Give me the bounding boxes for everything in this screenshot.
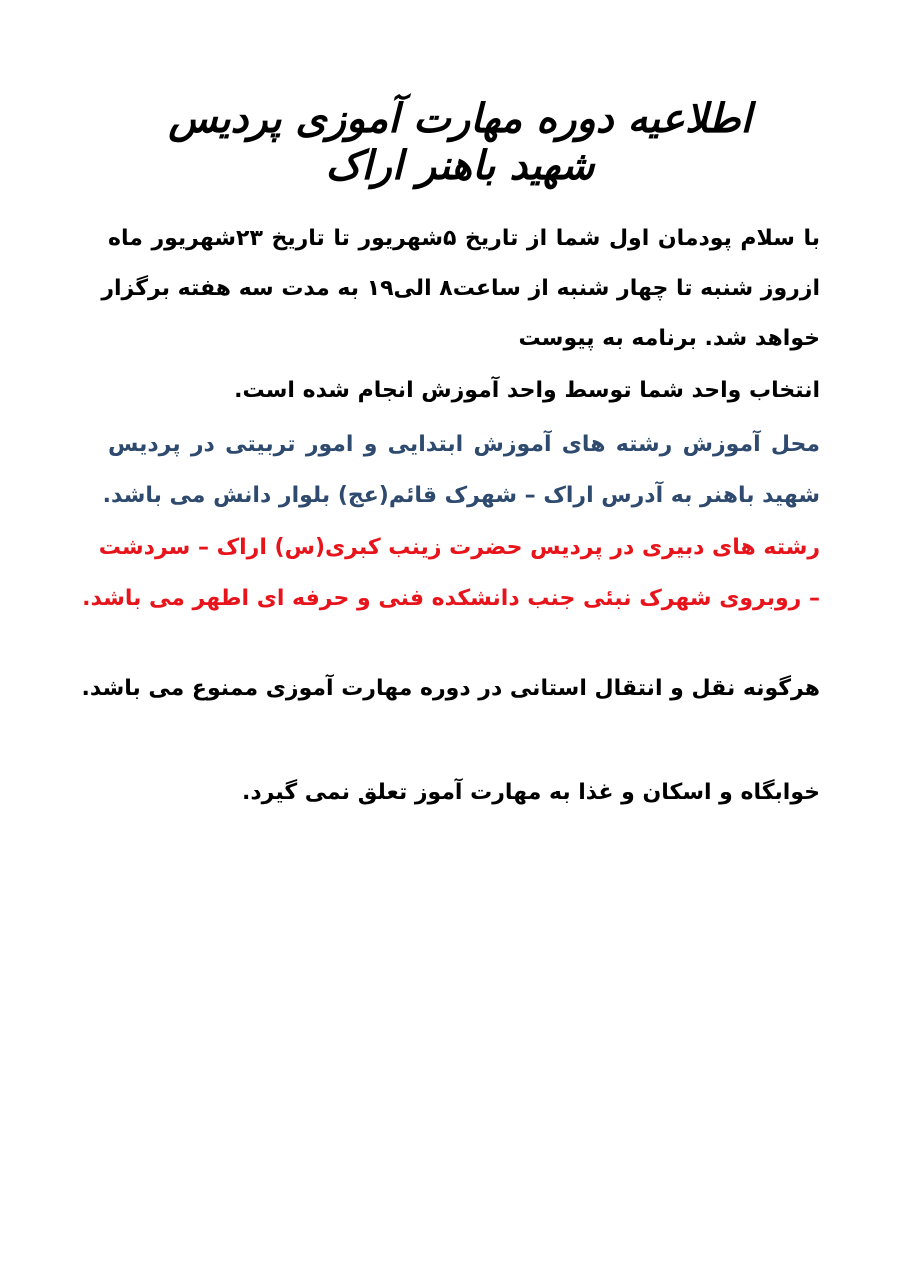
location-secondary-line-2: – روبروی شهرک نبئی جنب دانشکده فنی و حرفه ای اطهر می باشد. <box>82 586 820 611</box>
selection-notice: انتخاب واحد شما توسط واحد آموزش انجام شده است. <box>234 378 820 403</box>
schedule-line-3: خواهد شد. برنامه به پیوست <box>518 326 820 351</box>
transfer-notice: هرگونه نقل و انتقال استانی در دوره مهارت آموزی ممنوع می باشد. <box>81 676 820 701</box>
housing-notice: خوابگاه و اسکان و غذا به مهارت آموز تعلق نمی گیرد. <box>242 780 820 805</box>
schedule-line-1: با سلام پودمان اول شما از تاریخ ۵شهریور تا تاریخ ۲۳شهریور ماه <box>108 226 820 251</box>
schedule-line-2: ازروز شنبه تا چهار شنبه از ساعت۸ الی۱۹ به مدت سه هفته برگزار <box>101 276 820 301</box>
location-primary-line-2: شهید باهنر به آدرس اراک – شهرک قائم(عج) بلوار دانش می باشد. <box>102 483 820 508</box>
location-secondary-line-1: رشته های دبیری در پردیس حضرت زینب کبری(س) اراک – سردشت <box>98 535 820 560</box>
location-primary-line-1: محل آموزش رشته های آموزش ابتدایی و امور تربیتی در پردیس <box>108 432 820 457</box>
announcement-title: اطلاعیه دوره مهارت آموزی پردیس شهید باهنر اراک <box>168 95 752 189</box>
